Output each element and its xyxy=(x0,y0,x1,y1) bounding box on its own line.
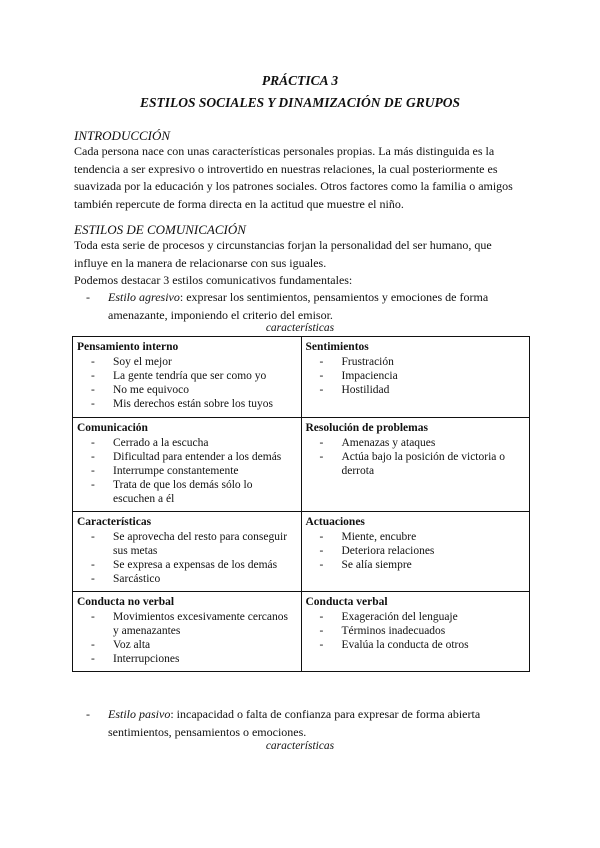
intro-line: suavizada por la educación y los patrones sociales. Otros factores como la familia o amigos xyxy=(74,179,513,193)
intro-heading: INTRODUCCIÓN xyxy=(74,128,171,143)
passive-style-desc: : incapacidad o falta de confianza para expresar de forma abierta xyxy=(170,707,481,721)
styles-line: Podemos destacar 3 estilos comunicativos fundamentales: xyxy=(74,273,353,287)
table-cell-problem-solving xyxy=(301,418,530,512)
practice-topic-title: ESTILOS SOCIALES Y DINAMIZACIÓN DE GRUPOS xyxy=(140,95,460,110)
list-item: - Amenazas y ataques xyxy=(320,436,526,450)
cell-heading: Conducta verbal xyxy=(305,596,388,608)
cell-list xyxy=(306,610,526,652)
list-item: - Miente, encubre xyxy=(320,530,526,544)
table-row xyxy=(73,418,530,512)
aggressive-style-text xyxy=(108,289,532,307)
list-item: - Dificultad para entender a los demás xyxy=(91,450,297,464)
cell-list xyxy=(77,530,297,586)
list-item: - La gente tendría que ser como yo xyxy=(91,369,297,383)
list-item: - Cerrado a la escucha xyxy=(91,436,297,450)
table-cell-characteristics xyxy=(73,512,302,592)
list-item: - Evalúa la conducta de otros xyxy=(320,638,526,652)
cell-list xyxy=(306,355,526,397)
styles-heading: ESTILOS DE COMUNICACIÓN xyxy=(74,222,246,237)
list-item: - Voz alta xyxy=(91,638,297,652)
cell-list xyxy=(77,436,297,506)
cell-heading: Comunicación xyxy=(77,422,148,434)
list-item: - Trata de que los demás sólo lo escuchen a él xyxy=(91,478,297,506)
cell-heading: Resolución de problemas xyxy=(305,422,428,434)
list-item: - Se aprovecha del resto para conseguir sus metas xyxy=(91,530,297,558)
bullet-dash: - xyxy=(86,707,90,721)
list-item: - Deteriora relaciones xyxy=(320,544,526,558)
list-item: - Se alía siempre xyxy=(320,558,526,572)
passive-style-text xyxy=(108,706,532,724)
table-cell-actions xyxy=(301,512,530,592)
passive-style-desc-line2: sentimientos, pensamientos o emociones. xyxy=(108,724,307,739)
cell-heading: Actuaciones xyxy=(305,516,365,528)
intro-line: tendencia a ser expresivo o introvertido en nuestras relaciones, la cual posteriormente es xyxy=(74,161,498,176)
cell-heading: Sentimientos xyxy=(305,341,369,353)
list-item: - Se expresa a expensas de los demás xyxy=(91,558,297,572)
practice-number-title: PRÁCTICA 3 xyxy=(261,73,339,88)
list-item: - Actúa bajo la posición de victoria o derrota xyxy=(320,450,526,478)
table-cell-verbal-behavior xyxy=(301,592,530,672)
list-item: - Interrupciones xyxy=(91,652,297,666)
aggressive-style-bullet xyxy=(86,289,532,324)
cell-heading: Características xyxy=(77,516,152,528)
list-item: - Mis derechos están sobre los tuyos xyxy=(91,397,297,411)
cell-list xyxy=(77,610,297,666)
aggressive-characteristics-table xyxy=(72,336,530,672)
list-item: - Soy el mejor xyxy=(91,355,297,369)
passive-style-term: Estilo pasivo xyxy=(108,707,171,721)
list-item: - No me equivoco xyxy=(91,383,297,397)
list-item: - Impaciencia xyxy=(320,369,526,383)
table-row xyxy=(73,592,530,672)
cell-heading: Pensamiento interno xyxy=(77,341,179,353)
list-item: - Interrumpe constantemente xyxy=(91,464,297,478)
passive-table-caption: características xyxy=(265,740,335,752)
table-cell-nonverbal-behavior xyxy=(73,592,302,672)
aggressive-style-term: Estilo agresivo xyxy=(108,290,180,304)
list-item: - Términos inadecuados xyxy=(320,624,526,638)
aggressive-style-desc: : expresar los sentimientos, pensamientos y emociones de forma xyxy=(179,290,489,304)
table-cell-feelings xyxy=(301,337,530,418)
passive-style-bullet xyxy=(86,706,532,741)
list-item: - Exageración del lenguaje xyxy=(320,610,526,624)
intro-paragraph xyxy=(74,143,534,213)
list-item: - Frustración xyxy=(320,355,526,369)
aggressive-style-desc-line2: amenazante, imponiendo el criterio del emisor. xyxy=(108,307,333,322)
styles-paragraph xyxy=(74,237,534,290)
list-item: - Sarcástico xyxy=(91,572,297,586)
table-cell-internal-thought xyxy=(73,337,302,418)
cell-list xyxy=(306,436,526,478)
table-row xyxy=(73,512,530,592)
styles-line: Toda esta serie de procesos y circunstancias forjan la personalidad del ser humano, que xyxy=(74,238,492,252)
table-caption: características xyxy=(265,322,335,334)
table-row xyxy=(73,337,530,418)
table-cell-communication xyxy=(73,418,302,512)
bullet-dash: - xyxy=(86,290,90,304)
intro-line: Cada persona nace con unas características personales propias. La más distinguida es la xyxy=(74,144,495,158)
cell-heading: Conducta no verbal xyxy=(77,596,175,608)
intro-line: también repercute de forma directa en la actitud que muestre el niño. xyxy=(74,196,404,211)
list-item: - Hostilidad xyxy=(320,383,526,397)
cell-list xyxy=(77,355,297,411)
styles-line: influye en la manera de relacionarse con sus iguales. xyxy=(74,255,327,270)
cell-list xyxy=(306,530,526,572)
list-item: - Movimientos excesivamente cercanos y amenazantes xyxy=(91,610,297,638)
